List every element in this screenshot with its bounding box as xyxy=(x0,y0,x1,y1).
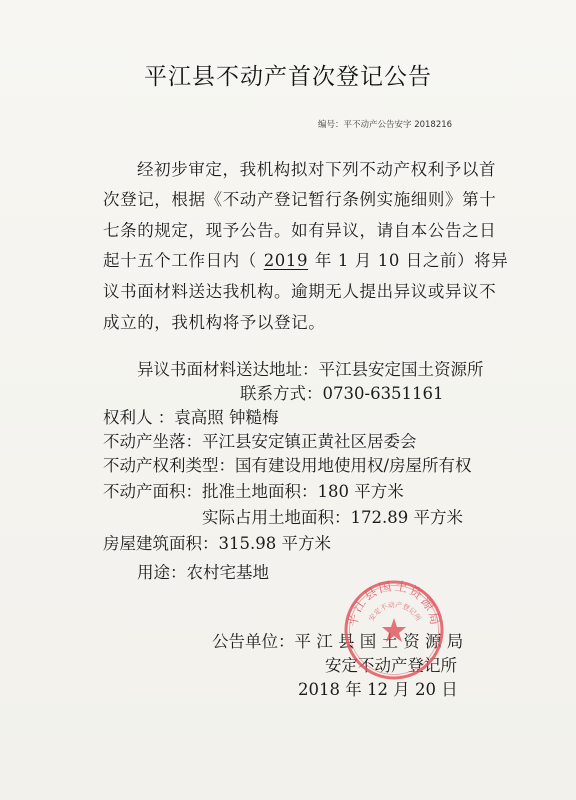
contact-phone: 联系方式：0730-6351161 xyxy=(240,384,444,403)
seal-inner-text: 安定不动产登记所 xyxy=(367,600,423,623)
body-line-2: 次登记，根据《不动产登记暂行条例实施细则》第十 xyxy=(103,190,497,209)
issuer-name: 公告单位：平 江 县 国 土 资 源 局 xyxy=(212,632,464,651)
body-line-1: 经初步审定，我机构拟对下列不动产权利予以首 xyxy=(137,160,497,179)
body-line-5: 议书面材料送达我机构。逾期无人提出异议或异议不 xyxy=(103,282,497,301)
body-line-4 xyxy=(103,251,508,271)
body-line-3: 七条的规定，现予公告。如有异议，请自本公告之日 xyxy=(103,221,497,240)
issue-date: 2018 年 12 月 20 日 xyxy=(298,680,458,699)
body-line-4-start: 起十五个工作日内（ xyxy=(103,251,257,270)
rights-holder: 权利人 ：袁高照 钟糙梅 xyxy=(103,408,279,427)
building-area: 房屋建筑面积：315.98 平方米 xyxy=(103,534,331,553)
document-number: 编号：平不动产公告安字 2018216 xyxy=(318,120,453,130)
body-line-4-end: 年 1 月 10 日之前）将异 xyxy=(314,251,509,270)
objection-address: 异议书面材料送达地址：平江县安定国土资源所 xyxy=(137,360,484,379)
seal-outer-text: 平江县国土资源局 xyxy=(344,578,444,629)
document-title: 平江县不动产首次登记公告 xyxy=(144,64,432,90)
svg-text:安定不动产登记所 xyxy=(367,600,424,623)
actual-land-area: 实际占用土地面积：172.89 平方米 xyxy=(202,508,463,527)
issuer-sub-office: 安定不动产登记所 xyxy=(325,656,457,675)
body-line-6: 成立的，我机构将予以登记。 xyxy=(103,313,326,332)
property-location: 不动产坐落：平江县安定镇正黄社区居委会 xyxy=(103,432,417,451)
right-type: 不动产权利类型：国有建设用地使用权/房屋所有权 xyxy=(103,456,472,475)
land-usage: 用途：农村宅基地 xyxy=(137,563,269,582)
approved-land-area: 不动产面积：批准土地面积：180 平方米 xyxy=(103,482,404,501)
deadline-year: 2019 xyxy=(263,251,309,270)
official-seal xyxy=(342,578,446,682)
